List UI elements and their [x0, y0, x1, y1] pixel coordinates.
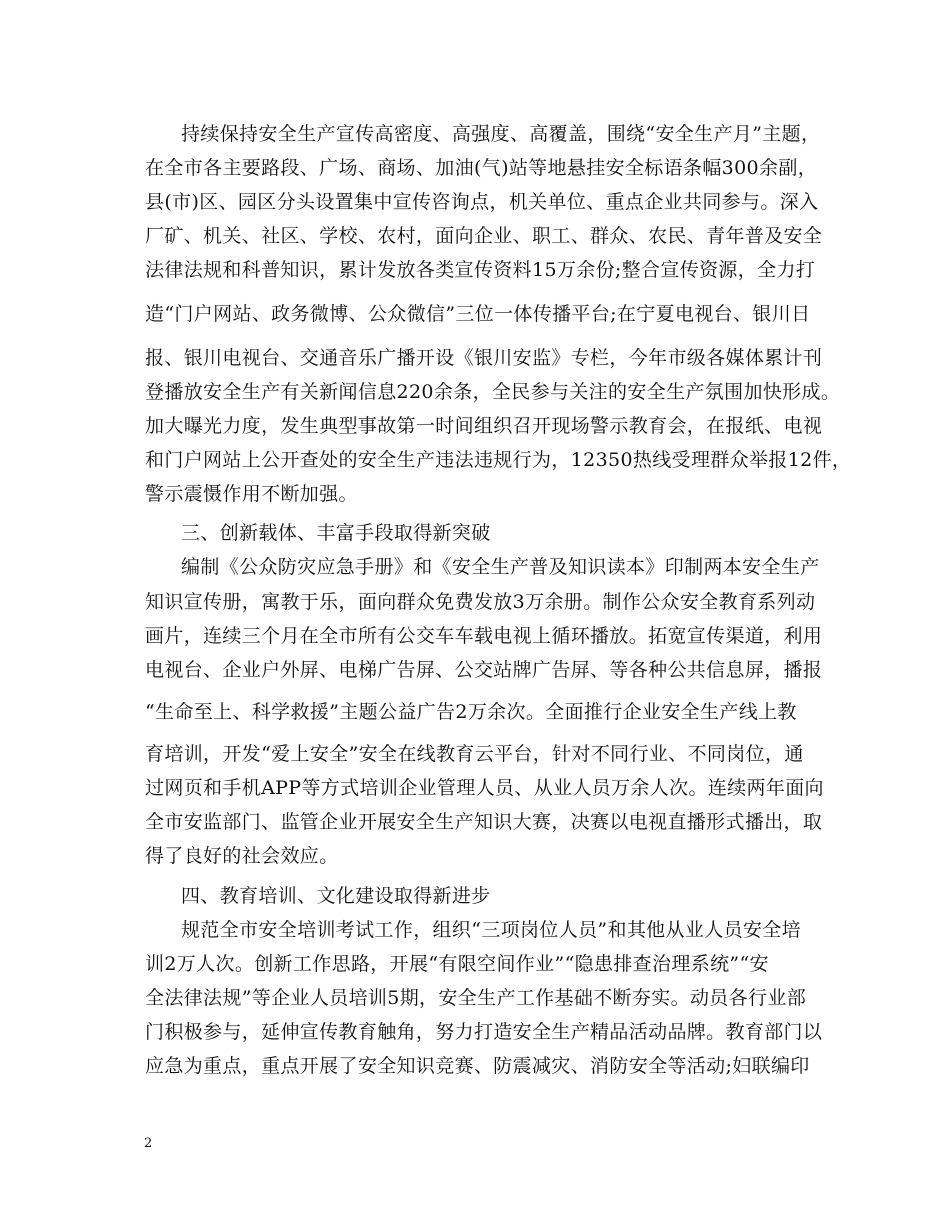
section-heading: 三、创新载体、丰富手段取得新突破 [181, 522, 491, 544]
paragraph-line: 育培训，开发“爱上安全”安全在线教育云平台，针对不同行业、不同岗位，通 [145, 743, 804, 765]
paragraph-line: 知识宣传册，寓教于乐，面向群众免费发放3万余册。制作公众安全教育系列动 [145, 591, 816, 613]
paragraph-line: 画片，连续三个月在全市所有公交车车载电视上循环播放。拓宽宣传渠道，利用 [145, 625, 823, 647]
section-heading: 四、教育培训、文化建设取得新进步 [181, 885, 491, 907]
paragraph-line: 加大曝光力度，发生典型事故第一时间组织召开现场警示教育会，在报纸、电视 [145, 415, 823, 437]
paragraph-line: 厂矿、机关、社区、学校、农村，面向企业、职工、群众、农民、青年普及安全 [145, 225, 823, 247]
paragraph-line: 和门户网站上公开查处的安全生产违法违规行为，12350热线受理群众举报12件， [145, 449, 852, 471]
paragraph-line: 登播放安全生产有关新闻信息220余条，全民参与关注的安全生产氛围加快形成。 [145, 381, 841, 403]
paragraph-line: 造“门户网站、政务微博、公众微信”三位一体传播平台;在宁夏电视台、银川日 [145, 303, 811, 325]
paragraph-line: 持续保持安全生产宣传高密度、高强度、高覆盖，围绕“安全生产月”主题， [181, 123, 821, 145]
paragraph-line: 全市安监部门、监管企业开展安全生产知识大赛，决赛以电视直播形式播出，取 [145, 811, 823, 833]
paragraph-line: 法律法规和科普知识，累计发放各类宣传资料15万余份;整合宣传资源，全力打 [145, 259, 816, 281]
paragraph-line: 在全市各主要路段、广场、商场、加油(气)站等地悬挂安全标语条幅300余副， [145, 157, 818, 179]
paragraph-line: 应急为重点，重点开展了安全知识竞赛、防震减灾、消防安全等活动;妇联编印 [145, 1055, 810, 1077]
paragraph-line: 编制《公众防灾应急手册》和《安全生产普及知识读本》印制两本安全生产 [181, 556, 820, 578]
paragraph-line: 全法律法规”等企业人员培训5期，安全生产工作基础不断夯实。动员各行业部 [145, 987, 807, 1009]
paragraph-line: 门积极参与，延伸宣传教育触角，努力打造安全生产精品活动品牌。教育部门以 [145, 1021, 823, 1043]
paragraph-line: “生命至上、科学救援”主题公益广告2万余次。全面推行企业安全生产线上教 [145, 701, 797, 723]
paragraph-line: 报、银川电视台、交通音乐广播开设《银川安监》专栏，今年市级各媒体累计刊 [145, 347, 823, 369]
paragraph-line: 得了良好的社会效应。 [145, 845, 339, 867]
paragraph-line: 县(市)区、园区分头设置集中宣传咨询点，机关单位、重点企业共同参与。深入 [145, 191, 819, 213]
paragraph-line: 训2万人次。创新工作思路，开展“有限空间作业”“隐患排查治理系统”“安 [145, 953, 769, 975]
paragraph-line: 过网页和手机APP等方式培训企业管理人员、从业人员万余人次。连续两年面向 [145, 777, 824, 799]
paragraph-line: 规范全市安全培训考试工作，组织“三项岗位人员”和其他从业人员安全培 [181, 919, 801, 941]
paragraph-line: 警示震慑作用不断加强。 [145, 483, 358, 505]
paragraph-line: 电视台、企业户外屏、电梯广告屏、公交站牌广告屏、等各种公共信息屏，播报 [145, 659, 823, 681]
page-number: 2 [144, 1136, 153, 1151]
